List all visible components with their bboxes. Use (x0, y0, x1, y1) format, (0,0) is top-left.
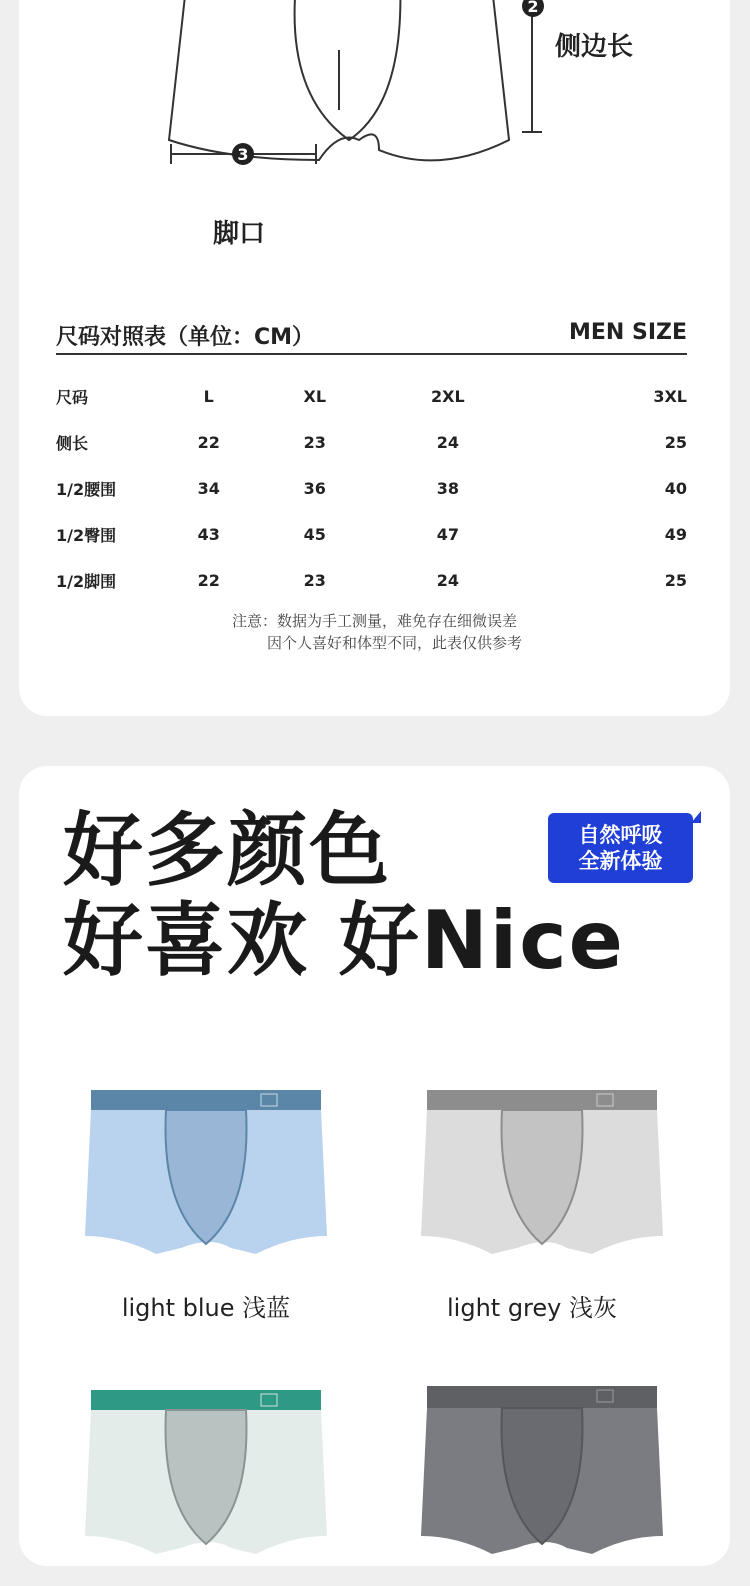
table-row (56, 419, 687, 465)
feature-badge (548, 813, 693, 883)
table-cell: 24 (436, 432, 459, 452)
product-label-light-grey: light grey 浅灰 (447, 1294, 617, 1322)
table-header-row (56, 373, 687, 419)
product-label-light-blue: light blue 浅蓝 (121, 1294, 291, 1322)
badge-line: 全新体验 (578, 849, 663, 873)
side-length-number: 2 (527, 0, 539, 16)
size-chart-card (19, 0, 730, 716)
waistband (91, 1390, 321, 1410)
badge-line: 自然呼吸 (578, 823, 663, 847)
table-row (56, 511, 687, 557)
header-cell: L (203, 386, 214, 406)
pouch-outline (295, 0, 401, 140)
table-row (56, 557, 687, 603)
size-table (56, 373, 687, 603)
table-cell: 40 (664, 478, 687, 498)
table-row (56, 465, 687, 511)
table-cell: 25 (664, 570, 687, 590)
table-cell: 23 (303, 432, 326, 452)
table-cell: 23 (303, 570, 326, 590)
table-cell: 1/2腰围 (56, 479, 117, 499)
table-cell: 22 (197, 432, 220, 452)
leg-opening-number: 3 (237, 145, 249, 164)
size-note (19, 610, 730, 654)
table-cell: 49 (664, 524, 687, 544)
table-divider (56, 353, 687, 355)
headline-line-1: 好多颜色 (63, 804, 391, 897)
badge-corner-decoration (691, 811, 701, 823)
waistband (427, 1386, 657, 1408)
size-note-line: 因个人喜好和体型不同，此表仅供参考 (266, 634, 522, 652)
table-cell: 34 (197, 478, 220, 498)
men-size-label: MEN SIZE (568, 320, 687, 345)
product-image-light-blue (81, 1086, 331, 1286)
table-cell: 47 (436, 524, 459, 544)
side-length-label: 侧边长 (555, 32, 634, 62)
waistband (91, 1090, 321, 1110)
size-note-line: 注意：数据为手工测量，难免存在细微误差 (231, 612, 517, 630)
table-cell: 1/2臀围 (56, 525, 117, 545)
table-cell: 38 (436, 478, 459, 498)
table-cell: 22 (197, 570, 220, 590)
header-cell: 2XL (430, 386, 465, 406)
table-cell: 1/2脚围 (56, 571, 117, 591)
table-cell: 43 (197, 524, 220, 544)
table-cell: 侧长 (56, 433, 89, 453)
table-cell: 45 (303, 524, 326, 544)
table-cell: 25 (664, 432, 687, 452)
header-cell: XL (303, 386, 327, 406)
header-cell: 尺码 (56, 387, 89, 407)
header-cell: 3XL (653, 386, 687, 406)
colors-card (19, 766, 730, 1566)
leg-opening-label: 脚口 (213, 219, 266, 249)
product-image-mint (81, 1386, 331, 1586)
size-table-title: 尺码对照表（单位：CM） (56, 325, 315, 350)
table-cell: 36 (303, 478, 326, 498)
headline-line-2: 好喜欢 好Nice (63, 894, 625, 987)
table-cell: 24 (436, 570, 459, 590)
product-image-dark-grey (417, 1386, 667, 1586)
product-image-light-grey (417, 1086, 667, 1286)
waistband (427, 1090, 657, 1110)
